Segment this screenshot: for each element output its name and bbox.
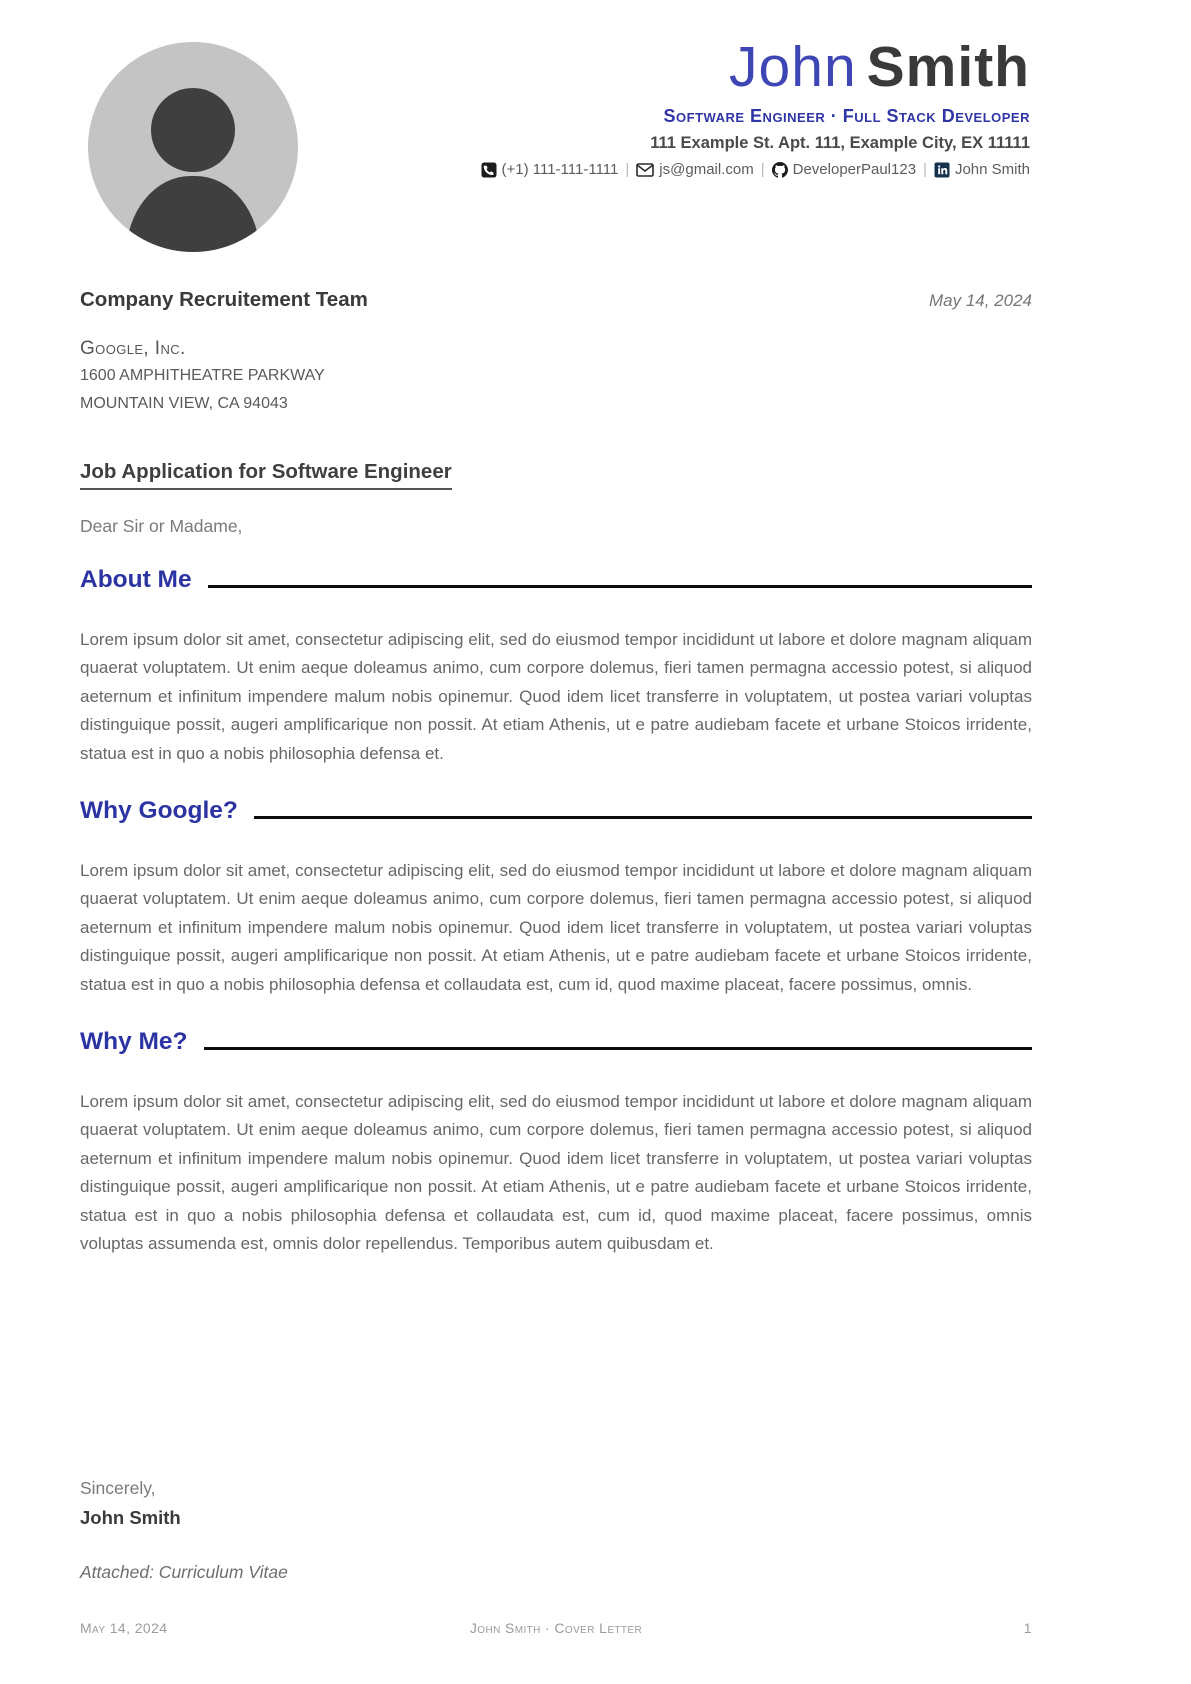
email-address[interactable]: js@gmail.com: [659, 161, 754, 178]
last-name: Smith: [866, 35, 1030, 99]
footer-page-number: 1: [1023, 1620, 1032, 1636]
letter-date: May 14, 2024: [928, 291, 1032, 310]
section-heading-rule: [254, 816, 1032, 819]
linkedin-handle[interactable]: John Smith: [954, 161, 1030, 178]
phone-number[interactable]: (+1) 111-111-1111: [501, 161, 619, 178]
section-paragraph-why-google: Lorem ipsum dolor sit amet, consectetur adipiscing elit, sed do eiusmod tempor incididunt ut labore et dolore magnam aliquam quaerat voluptatem. Ut enim aeque doleamus animo, cum corpore dolemus, fieri tamen permagna accessio potest, si aliquod aeternum et infinitum impendere malum nobis opinemur. Quod idem licet transferre in voluptatem, ut postea variari voluptas distinguique possit, augeri amplificarique non possit. At etiam Athenis, ut e patre audiebam facete et urbane Stoicos irridente, statua est in quo a nobis philosophia defensa et collaudata est, cum id, quod maxime placeat, facere possimus, omnis.: [80, 861, 1032, 994]
section-heading-why-me: [80, 1027, 1032, 1057]
letter-closing: [80, 1474, 1032, 1533]
section-heading-text: Why Me?: [80, 1028, 188, 1056]
footer-date: May 14, 2024: [80, 1620, 168, 1636]
contact-separator: |: [760, 161, 765, 178]
letter-body: [80, 0, 1032, 1259]
page-footer: [80, 1620, 1032, 1636]
section-paragraph-why-me: Lorem ipsum dolor sit amet, consectetur adipiscing elit, sed do eiusmod tempor incididunt ut labore et dolore magnam aliquam quaerat voluptatem. Ut enim aeque doleamus animo, cum corpore dolemus, fieri tamen permagna accessio potest, si aliquod aeternum et infinitum impendere malum nobis opinemur. Quod idem licet transferre in voluptatem, ut postea variari voluptas distinguique possit, augeri amplificarique non possit. At etiam Athenis, ut e patre audiebam facete et urbane Stoicos irridente, statua est in quo a nobis philosophia defensa et collaudata est, cum id, quod maxime placeat, facere possimus, omnis voluptas assumenda est, omnis dolor repellendus. Temporibus autem quibusdam et.: [80, 1092, 1032, 1254]
section-heading-text: About Me: [80, 566, 192, 593]
section-heading-rule: [208, 585, 1032, 588]
job-subtitle: Software Engineer · Full Stack Developer: [663, 106, 1030, 126]
closing-salutation: Sincerely,: [80, 1478, 156, 1498]
first-name: John: [729, 35, 857, 99]
recipient-row: [80, 288, 1032, 312]
recipient-company: Google, Inc.: [80, 338, 186, 359]
recipient-address-line2: MOUNTAIN VIEW, CA 94043: [80, 395, 288, 412]
attachment-note: Attached: Curriculum Vitae: [80, 1562, 288, 1582]
section-heading-why-google: [80, 796, 1032, 826]
section-heading-about-me: [80, 565, 1032, 595]
contact-separator: |: [625, 161, 630, 178]
recipient-address-line1: 1600 AMPHITHEATRE PARKWAY: [80, 367, 325, 384]
contact-separator: |: [923, 161, 927, 178]
home-address: 111 Example St. Apt. 111, Example City, EX 11111: [650, 134, 1030, 152]
section-heading-rule: [204, 1047, 1032, 1050]
github-handle[interactable]: DeveloperPaul123: [792, 161, 917, 178]
recipient-team: Company Recruitement Team: [80, 288, 368, 311]
section-heading-text: Why Google?: [80, 797, 238, 825]
section-paragraph-about-me: Lorem ipsum dolor sit amet, consectetur adipiscing elit, sed do eiusmod tempor incididunt ut labore et dolore magnam aliquam quaerat voluptatem. Ut enim aeque doleamus animo, cum corpore dolemus, fieri tamen permagna accessio potest, si aliquod aeternum et infinitum impendere malum nobis opinemur. Quod idem licet transferre in voluptatem, ut postea variari voluptas distinguique possit, augeri amplificarique non possit. At etiam Athenis, ut e patre audiebam facete et urbane Stoicos irridente, statua est in quo a nobis philosophia defensa et.: [80, 630, 1032, 763]
letter-opening: Dear Sir or Madame,: [80, 516, 243, 536]
letter-title: Job Application for Software Engineer: [80, 460, 452, 490]
footer-doc-title: John Smith · Cover Letter: [469, 1620, 643, 1636]
closing-signature: John Smith: [80, 1507, 181, 1528]
